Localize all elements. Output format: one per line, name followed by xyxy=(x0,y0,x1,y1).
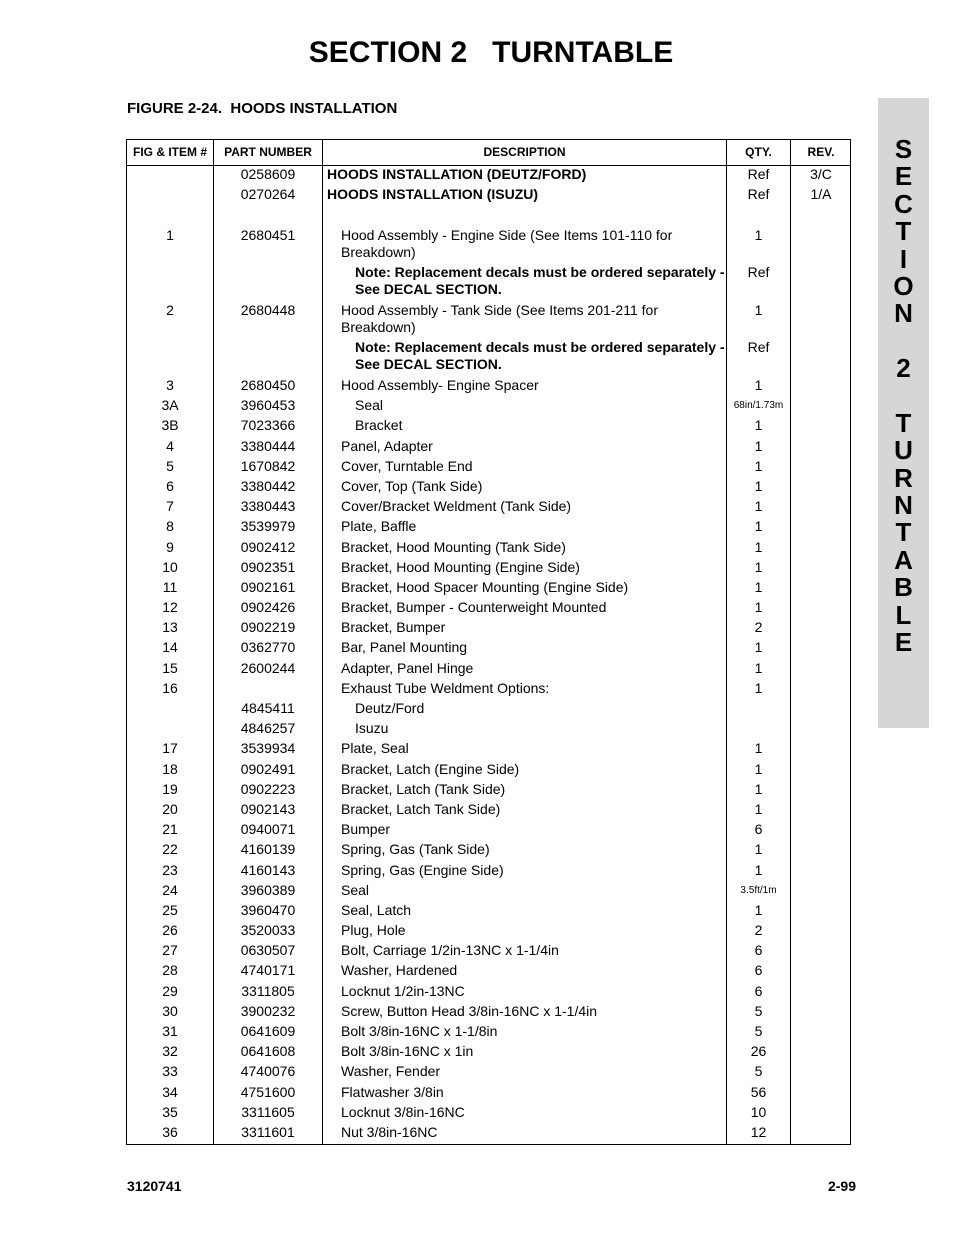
cell-quantity: 1 xyxy=(754,861,763,878)
side-tab-letters xyxy=(878,136,929,656)
table-row xyxy=(127,518,852,538)
cell-quantity: 2 xyxy=(754,619,763,636)
cell-part-number: 0902491 xyxy=(240,760,296,777)
cell-description: Hood Assembly - Engine Side (See Items 101-110 for Breakdown) xyxy=(341,227,673,260)
cell-part-number: 3380442 xyxy=(240,477,296,494)
cell-quantity: 1 xyxy=(754,377,763,393)
page-number: 2-99 xyxy=(827,1178,856,1194)
cell-quantity: 1 xyxy=(754,599,763,616)
cell-item-number: 14 xyxy=(162,639,178,656)
cell-description: Note: Replacement decals must be ordered separately - See DECAL SECTION. xyxy=(355,264,725,297)
side-tab-letter: R xyxy=(894,462,913,493)
cell-description: Exhaust Tube Weldment Options: xyxy=(341,679,550,696)
cell-description: Bracket, Bumper - Counterweight Mounted xyxy=(341,599,607,616)
cell-quantity: Ref xyxy=(747,339,770,355)
cell-item-number: 23 xyxy=(162,861,178,878)
cell-description: Bracket xyxy=(355,417,403,434)
table-row xyxy=(127,1104,852,1124)
cell-description: Spring, Gas (Tank Side) xyxy=(341,841,490,858)
cell-quantity: 1 xyxy=(754,760,763,777)
cell-item-number: 17 xyxy=(162,740,178,757)
cell-description: HOODS INSTALLATION (ISUZU) xyxy=(327,186,539,202)
table-row xyxy=(127,983,852,1003)
cell-part-number: 2680448 xyxy=(240,302,296,318)
side-tab-letter: T xyxy=(895,517,912,548)
cell-item-number: 15 xyxy=(162,659,178,676)
table-row xyxy=(127,1063,852,1083)
cell-description: Washer, Hardened xyxy=(341,962,458,979)
cell-quantity: 1 xyxy=(754,800,763,817)
cell-item-number: 32 xyxy=(162,1043,178,1060)
cell-revision: 3/C xyxy=(810,166,832,182)
cell-part-number: 0902426 xyxy=(240,599,296,616)
table-row xyxy=(127,761,852,781)
cell-item-number: 29 xyxy=(162,982,178,999)
table-row xyxy=(127,1003,852,1023)
side-tab-letter: I xyxy=(899,243,908,274)
cell-description: Flatwasher 3/8in xyxy=(341,1083,444,1100)
cell-item-number: 4 xyxy=(166,437,174,454)
cell-part-number: 3539934 xyxy=(240,740,296,757)
cell-quantity: 1 xyxy=(754,558,763,575)
cell-item-number: 31 xyxy=(162,1023,178,1039)
cell-description: Bracket, Bumper xyxy=(341,619,446,636)
table-row xyxy=(127,377,852,397)
cell-quantity: 56 xyxy=(750,1083,767,1100)
cell-item-number: 3B xyxy=(161,417,179,434)
cell-item-number: 36 xyxy=(162,1123,178,1140)
cell-item-number: 13 xyxy=(162,619,178,636)
cell-quantity: 5 xyxy=(754,1063,763,1080)
side-tab-letter: U xyxy=(894,435,913,466)
table-row xyxy=(127,922,852,942)
cell-description: Locknut 1/2in-13NC xyxy=(341,982,465,999)
cell-item-number: 3A xyxy=(161,397,179,414)
cell-part-number: 0641608 xyxy=(240,1043,296,1060)
table-body xyxy=(127,166,852,1144)
cell-description: Seal xyxy=(341,881,370,898)
cell-quantity: 1 xyxy=(754,639,763,656)
table-row xyxy=(127,227,852,264)
cell-description: Screw, Button Head 3/8in-16NC x 1-1/4in xyxy=(341,1002,598,1019)
table-row xyxy=(127,882,852,902)
side-tab-letter xyxy=(878,328,929,355)
cell-part-number: 3520033 xyxy=(240,922,296,939)
cell-item-number: 6 xyxy=(166,477,174,494)
cell-item-number: 20 xyxy=(162,800,178,817)
cell-part-number: 0902219 xyxy=(240,619,296,636)
table-row xyxy=(127,619,852,639)
cell-description: Bracket, Latch (Engine Side) xyxy=(341,760,520,777)
cell-part-number: 0362770 xyxy=(240,639,296,656)
cell-part-number: 2680450 xyxy=(240,377,296,393)
side-tab-letter: C xyxy=(894,188,913,219)
cell-item-number: 19 xyxy=(162,780,178,797)
cell-quantity: 1 xyxy=(754,227,763,243)
cell-item-number: 28 xyxy=(162,962,178,979)
cell-quantity: 68in/1.73m xyxy=(733,400,784,412)
cell-part-number: 7023366 xyxy=(240,417,296,434)
cell-quantity: 1 xyxy=(754,437,763,454)
cell-description: Bracket, Hood Mounting (Engine Side) xyxy=(341,558,580,575)
cell-item-number: 35 xyxy=(162,1103,178,1120)
cell-quantity: 5 xyxy=(754,1023,763,1039)
table-row xyxy=(127,264,852,302)
cell-item-number: 30 xyxy=(162,1002,178,1019)
table-row xyxy=(127,478,852,498)
cell-quantity: 26 xyxy=(750,1043,767,1060)
cell-quantity: 1 xyxy=(754,578,763,595)
cell-part-number: 0902412 xyxy=(240,538,296,555)
header-qty: QTY. xyxy=(745,145,772,159)
table-row xyxy=(127,397,852,417)
table-row xyxy=(127,962,852,982)
cell-item-number: 25 xyxy=(162,901,178,918)
cell-part-number: 0270264 xyxy=(240,186,296,202)
cell-description: HOODS INSTALLATION (DEUTZ/FORD) xyxy=(327,166,587,182)
cell-quantity: 1 xyxy=(754,659,763,676)
cell-part-number: 4740171 xyxy=(240,962,296,979)
table-row xyxy=(127,417,852,437)
cell-quantity: 2 xyxy=(754,922,763,939)
cell-item-number: 16 xyxy=(162,679,178,696)
cell-description: Hood Assembly- Engine Spacer xyxy=(341,377,539,393)
cell-description: Seal xyxy=(355,397,384,414)
table-row xyxy=(127,740,852,760)
cell-description: Spring, Gas (Engine Side) xyxy=(341,861,504,878)
cell-part-number: 3960470 xyxy=(240,901,296,918)
cell-part-number: 0940071 xyxy=(240,821,296,838)
cell-quantity: 1 xyxy=(754,417,763,434)
cell-item-number: 24 xyxy=(162,881,178,898)
side-tab-letter: T xyxy=(895,216,912,247)
cell-description: Cover/Bracket Weldment (Tank Side) xyxy=(341,498,572,515)
cell-part-number: 3380444 xyxy=(240,437,296,454)
cell-item-number: 22 xyxy=(162,841,178,858)
cell-description: Hood Assembly - Tank Side (See Items 201-211 for Breakdown) xyxy=(341,302,658,335)
cell-quantity: 1 xyxy=(754,901,763,918)
cell-quantity: 6 xyxy=(754,821,763,838)
table-row xyxy=(127,801,852,821)
cell-part-number: 3380443 xyxy=(240,498,296,515)
cell-item-number: 21 xyxy=(162,821,178,838)
cell-part-number: 4845411 xyxy=(241,700,295,716)
cell-part-number: 4160143 xyxy=(240,861,296,878)
side-tab-letter: E xyxy=(894,627,913,658)
table-row xyxy=(127,1043,852,1063)
table-row xyxy=(127,166,852,186)
cell-item-number: 3 xyxy=(166,377,174,393)
table-row xyxy=(127,1023,852,1043)
cell-quantity: 1 xyxy=(754,477,763,494)
cell-description: Plate, Baffle xyxy=(341,518,417,535)
cell-item-number: 18 xyxy=(162,760,178,777)
cell-part-number: 0902161 xyxy=(240,578,296,595)
cell-part-number: 4740076 xyxy=(240,1063,296,1080)
cell-part-number: 0641609 xyxy=(240,1023,296,1039)
table-row xyxy=(127,1084,852,1104)
cell-description: Bracket, Hood Spacer Mounting (Engine Side) xyxy=(341,578,629,595)
cell-part-number: 2680451 xyxy=(240,227,296,243)
cell-part-number: 2600244 xyxy=(240,659,296,676)
table-row xyxy=(127,680,852,700)
cell-item-number: 26 xyxy=(162,922,178,939)
table-row xyxy=(127,942,852,962)
side-tab-letter: E xyxy=(894,161,913,192)
cell-part-number: 0902223 xyxy=(240,780,296,797)
cell-description: Bar, Panel Mounting xyxy=(341,639,468,656)
parts-table xyxy=(126,139,851,1145)
cell-quantity: 6 xyxy=(754,982,763,999)
cell-quantity: 1 xyxy=(754,518,763,535)
cell-quantity: 5 xyxy=(754,1002,763,1019)
header-rev: REV. xyxy=(807,145,835,159)
cell-part-number: 4160139 xyxy=(240,841,296,858)
cell-description: Note: Replacement decals must be ordered separately - See DECAL SECTION. xyxy=(355,339,725,372)
section-side-tab xyxy=(878,98,929,728)
cell-quantity: Ref xyxy=(747,166,770,182)
cell-quantity: 1 xyxy=(754,538,763,555)
figure-title: FIGURE 2-24. HOODS INSTALLATION xyxy=(127,100,398,117)
header-fig-item: FIG & ITEM # xyxy=(132,145,207,159)
cell-quantity: 1 xyxy=(754,841,763,858)
cell-description: Plate, Seal xyxy=(341,740,409,757)
cell-description: Panel, Adapter xyxy=(341,437,433,454)
cell-part-number: 3539979 xyxy=(240,518,296,535)
cell-quantity: Ref xyxy=(747,186,770,202)
table-row xyxy=(127,438,852,458)
cell-description: Cover, Turntable End xyxy=(341,457,473,474)
table-row xyxy=(127,559,852,579)
cell-quantity: 1 xyxy=(754,457,763,474)
cell-part-number: 3960453 xyxy=(240,397,296,414)
cell-description: Nut 3/8in-16NC xyxy=(341,1123,438,1140)
cell-item-number: 27 xyxy=(162,942,178,959)
side-tab-letter: B xyxy=(894,572,913,603)
cell-item-number: 9 xyxy=(166,538,174,555)
cell-part-number: 0902351 xyxy=(240,558,296,575)
cell-description: Deutz/Ford xyxy=(355,700,425,716)
side-tab-letter: N xyxy=(894,490,913,521)
side-tab-letter: 2 xyxy=(896,353,911,384)
side-tab-letter: O xyxy=(893,270,914,301)
cell-description: Seal, Latch xyxy=(341,901,412,918)
section-title: SECTION 2 TURNTABLE xyxy=(308,36,674,69)
cell-description: Washer, Fender xyxy=(341,1063,441,1080)
cell-quantity: Ref xyxy=(747,264,770,280)
cell-item-number: 11 xyxy=(162,578,178,595)
cell-part-number: 4751600 xyxy=(240,1083,296,1100)
document-number: 3120741 xyxy=(127,1178,182,1194)
cell-description: Bumper xyxy=(341,821,391,838)
cell-item-number: 8 xyxy=(166,518,174,535)
cell-part-number: 1670842 xyxy=(240,457,296,474)
cell-description: Bracket, Hood Mounting (Tank Side) xyxy=(341,538,566,555)
cell-item-number: 7 xyxy=(166,498,174,515)
cell-part-number: 0902143 xyxy=(240,800,296,817)
cell-item-number: 5 xyxy=(166,457,174,474)
table-row xyxy=(127,862,852,882)
table-row xyxy=(127,700,852,720)
cell-description: Isuzu xyxy=(355,720,389,737)
table-row xyxy=(127,841,852,861)
cell-item-number: 12 xyxy=(162,599,178,616)
cell-part-number: 0630507 xyxy=(240,942,296,959)
cell-quantity: 1 xyxy=(754,302,763,318)
cell-revision: 1/A xyxy=(810,186,832,202)
cell-description: Plug, Hole xyxy=(341,922,406,939)
header-part-number: PART NUMBER xyxy=(224,145,312,159)
table-row xyxy=(127,781,852,801)
table-row xyxy=(127,902,852,922)
cell-description: Bolt 3/8in-16NC x 1-1/8in xyxy=(341,1023,498,1039)
cell-part-number: 0258609 xyxy=(240,166,296,182)
table-row xyxy=(127,498,852,518)
cell-quantity: 10 xyxy=(750,1103,767,1120)
table-row xyxy=(127,458,852,478)
cell-description: Bolt, Carriage 1/2in-13NC x 1-1/4in xyxy=(341,942,559,959)
cell-quantity: 6 xyxy=(754,942,763,959)
table-row xyxy=(127,639,852,659)
side-tab-letter: S xyxy=(894,134,913,164)
table-row xyxy=(127,539,852,559)
table-row xyxy=(127,579,852,599)
cell-part-number: 3900232 xyxy=(240,1002,296,1019)
cell-item-number: 1 xyxy=(166,227,174,243)
cell-part-number: 3311601 xyxy=(241,1123,295,1140)
side-tab-letter: L xyxy=(895,599,912,630)
table-row xyxy=(127,339,852,377)
cell-description: Bracket, Latch (Tank Side) xyxy=(341,780,506,797)
cell-item-number: 2 xyxy=(166,302,174,318)
table-row xyxy=(127,186,852,227)
cell-part-number: 3960389 xyxy=(240,881,296,898)
cell-item-number: 10 xyxy=(162,558,178,575)
cell-item-number: 33 xyxy=(162,1063,178,1080)
side-tab-letter: N xyxy=(894,298,913,329)
table-row xyxy=(127,1124,852,1144)
cell-part-number: 3311605 xyxy=(241,1103,295,1120)
cell-quantity: 1 xyxy=(754,679,763,696)
header-description: DESCRIPTION xyxy=(483,145,566,159)
table-row xyxy=(127,821,852,841)
cell-quantity: 12 xyxy=(750,1123,767,1140)
side-tab-letter: T xyxy=(895,407,912,438)
cell-description: Locknut 3/8in-16NC xyxy=(341,1103,465,1120)
cell-quantity: 3.5ft/1m xyxy=(740,884,777,896)
table-row xyxy=(127,302,852,339)
table-row xyxy=(127,660,852,680)
table-row xyxy=(127,720,852,740)
cell-part-number: 3311805 xyxy=(241,982,295,999)
side-tab-letter: A xyxy=(894,544,913,575)
cell-description: Bracket, Latch Tank Side) xyxy=(341,800,501,817)
cell-item-number: 34 xyxy=(162,1083,178,1100)
cell-part-number: 4846257 xyxy=(240,720,296,737)
cell-quantity: 1 xyxy=(754,740,763,757)
cell-quantity: 1 xyxy=(754,498,763,515)
cell-description: Bolt 3/8in-16NC x 1in xyxy=(341,1043,474,1060)
cell-description: Cover, Top (Tank Side) xyxy=(341,477,483,494)
cell-description: Adapter, Panel Hinge xyxy=(341,659,474,676)
cell-quantity: 1 xyxy=(754,780,763,797)
side-tab-letter xyxy=(878,383,929,410)
cell-quantity: 6 xyxy=(754,962,763,979)
table-row xyxy=(127,599,852,619)
